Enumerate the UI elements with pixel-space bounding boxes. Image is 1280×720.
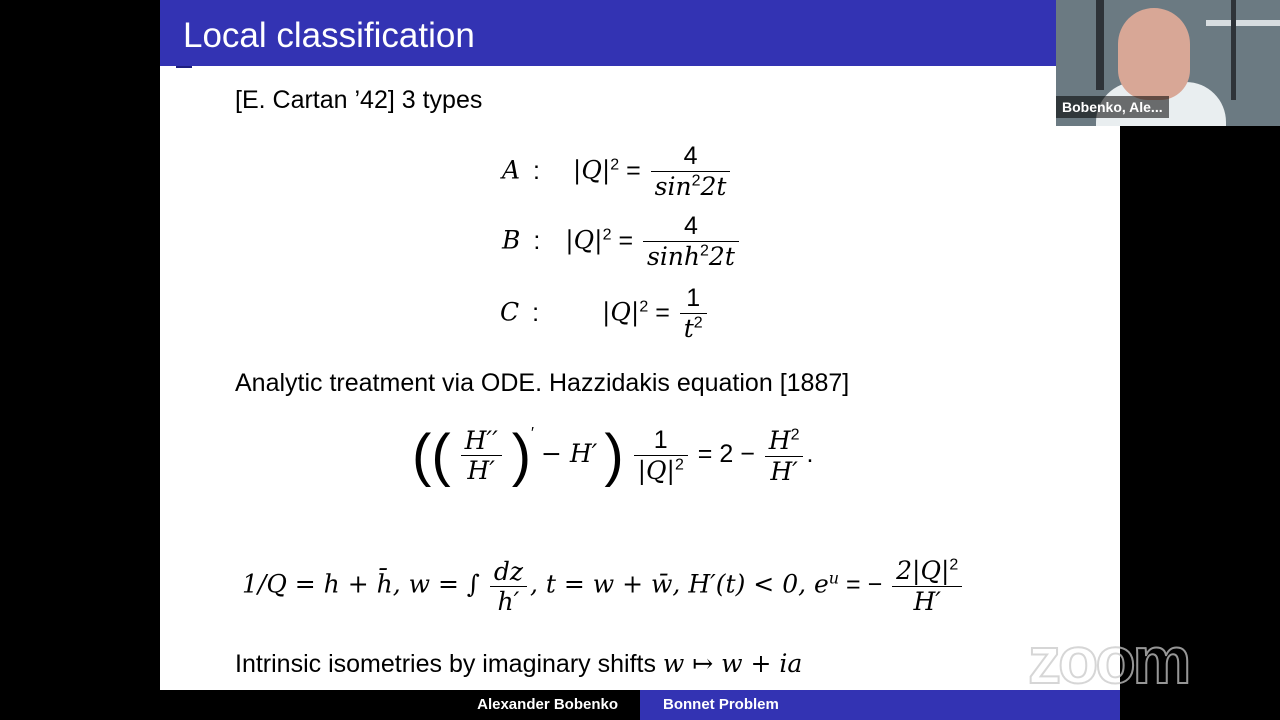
background-shelf [1096,0,1104,90]
footer-author: Alexander Bobenko [477,696,618,713]
type-c-lhs: |Q| [602,297,640,327]
type-a-lhs: |Q| [572,155,611,185]
background-ceiling [1206,20,1280,26]
participant-name: Bobenko, Ale... [1056,96,1169,118]
hazzidakis-q-fraction: $\frac{1}{|Q|^2}$ [634,426,688,486]
intro-text: [E. Cartan ’42] 3 types [235,86,483,114]
type-c-fraction: $\frac{1}{t^2}$ [680,284,707,344]
footer-author-box [160,690,640,720]
footer-talk-title: Bonnet Problem [663,696,779,713]
analytic-text: Analytic treatment via ODE. Hazzidakis equation [1887] [235,369,850,397]
isometry-math: w ↦ w + ia [662,649,803,678]
type-b-equation: B : $|Q|^2$ = $\frac{4}{\sinh^22t}$ [502,212,742,272]
type-c-label: C [500,297,520,327]
type-c-equation: C : $|Q|^2$ = $\frac{1}{t^2}$ [500,284,710,344]
slide-title: Local classification [183,16,475,55]
last-fraction: $\frac{2|Q|^2}{H'}$ [892,556,962,616]
isometry-text: Intrinsic isometries by imaginary shifts w ↦ w + ia [235,649,803,678]
type-b-lhs: |Q| [565,225,603,255]
type-a-equation: A : $|Q|^2$ = $\frac{4}{\sin^22t}$ [502,142,733,202]
hazzidakis-equation: (( $\frac{H''}{H'}$ )′ − H′ ) $\frac{1}{|Q|^2}$ = 2 − $\frac{H^2}{H'}$ . [412,423,814,488]
hazzidakis-rhs-fraction: $\frac{H^2}{H'}$ [765,426,804,486]
dz-fraction: $\frac{dz}{h'}$ [490,557,527,616]
type-b-fraction: $\frac{4}{\sinh^22t}$ [643,212,739,272]
slide [160,0,1120,690]
slide-footer [160,690,1120,720]
substitution-equation: 1/Q = h + h̄, w = ∫ $\frac{dz}{h'}$ , t = w + w̄, H′(t) < 0, $e^u$ = − $\frac{2|Q|^2}{H'}$ [242,556,965,616]
participant-face [1118,8,1190,100]
slide-title-bar [160,0,1120,66]
zoom-logo-watermark: zoom [1028,623,1189,697]
type-a-fraction: $\frac{4}{\sin^22t}$ [651,142,731,202]
participant-video-tile[interactable] [1056,0,1280,126]
background-window-frame [1231,0,1236,100]
type-b-label: B [502,225,521,255]
title-underline [176,66,192,68]
type-a-label: A [502,155,521,185]
hazzidakis-inner-fraction: $\frac{H''}{H'}$ [461,426,502,485]
